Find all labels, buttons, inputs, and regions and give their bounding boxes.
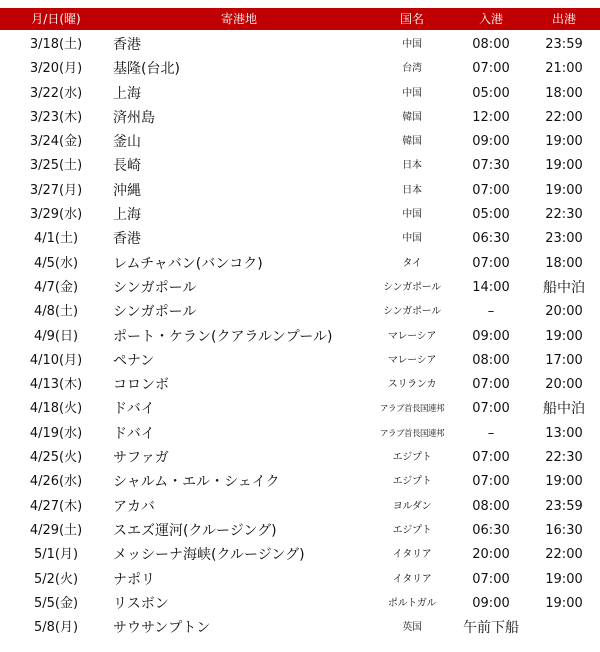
country-cell: エジプト	[392, 476, 432, 488]
arrival-cell: 07:00	[472, 182, 510, 198]
country-cell: シンガポール	[383, 281, 441, 293]
header-arrival: 入港	[478, 12, 503, 26]
country-cell: イタリア	[392, 549, 432, 561]
country-cell: 中国	[402, 87, 422, 99]
port-cell: コロンボ	[113, 377, 169, 394]
table-row	[0, 252, 600, 276]
arrival-cell: 午前下船	[463, 620, 519, 637]
country-cell: ポルトガル	[387, 597, 437, 609]
arrival-cell: 07:00	[472, 450, 510, 466]
departure-cell: 19:00	[545, 158, 583, 174]
table-row	[0, 154, 600, 178]
departure-cell: 船中泊	[543, 279, 585, 296]
date-cell: 3/29(水)	[29, 207, 83, 223]
date-cell: 3/22(水)	[29, 85, 83, 101]
table-row	[0, 568, 600, 592]
date-cell: 4/9(日)	[33, 328, 79, 344]
header-port: 寄港地	[220, 12, 257, 26]
arrival-cell: 07:30	[472, 158, 510, 174]
date-cell: 4/13(木)	[29, 377, 83, 393]
departure-cell: 13:00	[545, 425, 583, 441]
arrival-cell: 07:00	[472, 377, 510, 393]
date-cell: 3/27(月)	[29, 182, 83, 198]
port-cell: サファガ	[113, 450, 169, 467]
country-cell: アラブ首長国連邦	[379, 404, 444, 415]
port-cell: 基隆(台北)	[113, 61, 180, 78]
table-row	[0, 397, 600, 421]
departure-cell: 22:30	[545, 450, 583, 466]
date-cell: 4/19(水)	[29, 425, 83, 441]
arrival-cell: 06:30	[472, 522, 510, 538]
arrival-cell: –	[487, 425, 495, 441]
departure-cell: 22:00	[545, 547, 583, 563]
country-cell: イタリア	[392, 573, 432, 585]
departure-cell: 22:00	[545, 109, 583, 125]
country-cell: 中国	[402, 233, 422, 245]
country-cell: エジプト	[392, 452, 432, 464]
table-row	[0, 616, 600, 640]
date-cell: 4/10(月)	[29, 352, 83, 368]
table-row	[0, 543, 600, 567]
departure-cell: 22:30	[545, 207, 583, 223]
table-row	[0, 227, 600, 251]
table-row	[0, 82, 600, 106]
departure-cell: 20:00	[545, 377, 583, 393]
arrival-cell: 08:00	[472, 498, 510, 514]
table-row	[0, 519, 600, 543]
country-cell: アラブ首長国連邦	[379, 428, 444, 439]
date-cell: 3/25(土)	[29, 158, 83, 174]
table-row	[0, 33, 600, 57]
header-departure: 出港	[551, 12, 576, 26]
departure-cell	[528, 616, 600, 640]
port-cell: 釜山	[113, 134, 141, 151]
departure-cell: 23:59	[545, 498, 583, 514]
port-cell: ポート・ケラン(クアラルンプール)	[113, 328, 333, 345]
departure-cell: 20:00	[545, 304, 583, 320]
date-cell: 4/26(水)	[29, 474, 83, 490]
arrival-cell: 14:00	[472, 279, 510, 295]
date-cell: 3/18(土)	[29, 37, 83, 52]
port-cell: 香港	[113, 37, 141, 53]
country-cell: マレーシア	[387, 330, 437, 342]
port-cell: 済州島	[113, 109, 155, 126]
country-cell: 中国	[402, 39, 422, 50]
country-cell: 韓国	[402, 111, 422, 123]
table-row	[0, 57, 600, 81]
port-cell: レムチャバン(バンコク)	[113, 255, 263, 272]
date-cell: 4/7(金)	[33, 279, 79, 295]
table-row	[0, 203, 600, 227]
arrival-cell: 07:00	[472, 255, 510, 271]
table-row	[0, 446, 600, 470]
departure-cell: 16:30	[545, 522, 583, 538]
departure-cell: 19:00	[545, 134, 583, 150]
header-country: 国名	[399, 12, 424, 26]
port-cell: シンガポール	[113, 279, 197, 296]
date-cell: 5/8(月)	[33, 620, 79, 636]
port-cell: 上海	[113, 207, 141, 224]
arrival-cell: 05:00	[472, 85, 510, 101]
arrival-cell: 12:00	[472, 109, 510, 125]
departure-cell: 18:00	[545, 85, 583, 101]
departure-cell: 18:00	[545, 255, 583, 271]
departure-cell: 19:00	[545, 595, 583, 611]
table-row	[0, 106, 600, 130]
departure-cell: 19:00	[545, 328, 583, 344]
arrival-cell: 07:00	[472, 401, 510, 417]
departure-cell: 23:59	[545, 37, 583, 52]
port-cell: シャルム・エル・シェイク	[113, 474, 280, 491]
departure-cell: 船中泊	[543, 401, 585, 418]
arrival-cell: –	[487, 304, 495, 320]
port-cell: アカバ	[113, 498, 155, 515]
date-cell: 4/5(水)	[33, 255, 79, 271]
table-row	[0, 349, 600, 373]
table-row	[0, 373, 600, 397]
port-cell: スエズ運河(クルージング)	[113, 522, 277, 539]
country-cell: 英国	[402, 622, 422, 634]
port-cell: ドバイ	[113, 425, 155, 442]
date-cell: 3/24(金)	[29, 134, 83, 150]
departure-cell: 19:00	[545, 182, 583, 198]
date-cell: 4/8(土)	[33, 304, 79, 320]
date-cell: 4/29(土)	[29, 522, 83, 538]
country-cell: シンガポール	[383, 306, 441, 318]
arrival-cell: 08:00	[472, 37, 510, 52]
arrival-cell: 20:00	[472, 547, 510, 563]
country-cell: 韓国	[402, 136, 422, 148]
date-cell: 4/1(土)	[33, 231, 79, 247]
port-cell: シンガポール	[113, 304, 197, 321]
table-row	[0, 470, 600, 494]
port-cell: ドバイ	[113, 401, 155, 418]
date-cell: 4/25(火)	[29, 450, 83, 466]
departure-cell: 23:00	[545, 231, 583, 247]
table-row	[0, 592, 600, 616]
country-cell: 中国	[402, 209, 422, 221]
country-cell: タイ	[402, 257, 422, 269]
arrival-cell: 07:00	[472, 474, 510, 490]
table-row	[0, 179, 600, 203]
date-cell: 5/5(金)	[33, 595, 79, 611]
port-cell: 香港	[113, 231, 141, 248]
arrival-cell: 06:30	[472, 231, 510, 247]
date-cell: 4/27(木)	[29, 498, 83, 514]
departure-cell: 21:00	[545, 61, 583, 77]
date-cell: 4/18(火)	[29, 401, 83, 417]
arrival-cell: 09:00	[472, 134, 510, 150]
country-cell: ヨルダン	[392, 500, 432, 512]
departure-cell: 19:00	[545, 474, 583, 490]
port-cell: ペナン	[113, 352, 155, 369]
country-cell: マレーシア	[387, 354, 437, 366]
port-cell: 長崎	[113, 158, 141, 175]
table-row	[0, 495, 600, 519]
country-cell: エジプト	[392, 524, 432, 536]
port-cell: メッシーナ海峡(クルージング)	[113, 547, 305, 564]
port-cell: リスボン	[113, 595, 169, 612]
arrival-cell: 09:00	[472, 328, 510, 344]
port-cell: 上海	[113, 85, 141, 102]
table-header	[0, 8, 600, 30]
arrival-cell: 09:00	[472, 595, 510, 611]
date-cell: 5/2(火)	[33, 571, 79, 587]
arrival-cell: 08:00	[472, 352, 510, 368]
departure-cell: 17:00	[545, 352, 583, 368]
table-row	[0, 130, 600, 154]
arrival-cell: 05:00	[472, 207, 510, 223]
arrival-cell: 07:00	[472, 571, 510, 587]
header-date: 月/日(曜)	[31, 12, 81, 26]
table-row	[0, 300, 600, 324]
date-cell: 3/23(木)	[29, 109, 83, 125]
country-cell: 日本	[402, 184, 422, 196]
country-cell: 台湾	[402, 63, 422, 75]
departure-cell: 19:00	[545, 571, 583, 587]
table-body	[0, 33, 600, 640]
date-cell: 3/20(月)	[29, 61, 83, 77]
port-cell: サウサンプトン	[113, 620, 211, 637]
arrival-cell: 07:00	[472, 61, 510, 77]
table-row	[0, 276, 600, 300]
table-row	[0, 325, 600, 349]
country-cell: 日本	[402, 160, 422, 172]
port-cell: ナポリ	[113, 571, 155, 588]
date-cell: 5/1(月)	[33, 547, 79, 563]
country-cell: スリランカ	[387, 379, 437, 391]
port-cell: 沖縄	[113, 182, 141, 199]
table-row	[0, 422, 600, 446]
